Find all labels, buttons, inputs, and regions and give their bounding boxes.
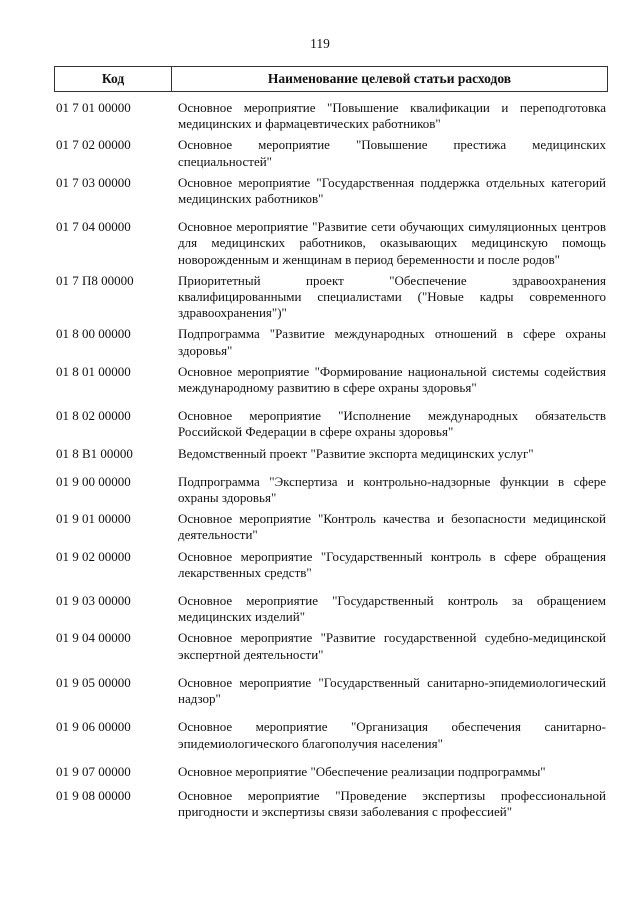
row-code: 01 9 05 00000 <box>56 674 131 690</box>
row-name: Основное мероприятие "Государственный контроль в сфере обращения лекарственных средств" <box>178 548 606 580</box>
row-name: Основное мероприятие "Повышение квалификации и переподготовка медицинских и фармацевтических работников" <box>178 100 606 132</box>
header-code: Код <box>55 67 172 91</box>
table-row <box>54 326 608 358</box>
row-name: Основное мероприятие "Развитие сети обучающих симуляционных центров для медицинских работников, оказывающих медицинскую помощь новорожденным и женщинам в период беременности и после родов" <box>178 219 606 267</box>
table-row <box>54 593 608 625</box>
row-code: 01 7 02 00000 <box>56 137 131 153</box>
row-code: 01 9 00 00000 <box>56 473 131 489</box>
row-code: 01 8 02 00000 <box>56 408 131 424</box>
table-row <box>54 175 608 207</box>
row-name: Основное мероприятие "Повышение престижа медицинских специальностей" <box>178 137 606 169</box>
row-code: 01 8 00 00000 <box>56 326 131 342</box>
row-code: 01 9 04 00000 <box>56 630 131 646</box>
row-code: 01 7 01 00000 <box>56 100 131 115</box>
row-code: 01 9 02 00000 <box>56 548 131 564</box>
row-name: Подпрограмма "Экспертиза и контрольно-надзорные функции в сфере охраны здоровья" <box>178 473 606 506</box>
table-row <box>54 764 608 780</box>
page-number: 119 <box>310 36 330 51</box>
row-code: 01 8 01 00000 <box>56 363 131 379</box>
header-name: Наименование целевой статьи расходов <box>267 71 512 86</box>
row-name: Основное мероприятие "Организация обеспечения санитарно-эпидемиологического благополучия населения" <box>178 719 606 751</box>
table-row <box>54 446 608 462</box>
table-row <box>54 719 608 751</box>
row-code: 01 9 06 00000 <box>56 719 131 735</box>
table-row <box>54 511 608 543</box>
table-row <box>54 273 608 322</box>
table-row <box>54 137 608 169</box>
table-row <box>54 474 608 506</box>
row-code: 01 7 П8 00000 <box>56 272 134 288</box>
row-name: Основное мероприятие "Исполнение международных обязательств Российской Федерации в сфере охраны здоровья" <box>178 408 606 440</box>
row-name: Основное мероприятие "Формирование национальной системы содействия международному развитию в сфере охраны здоровья" <box>178 363 606 396</box>
row-code: 01 7 04 00000 <box>56 219 131 235</box>
row-name: Основное мероприятие "Проведение экспертизы профессиональной пригодности и экспертизы связи заболевания с профессией" <box>178 787 606 820</box>
row-code: 01 7 03 00000 <box>56 174 131 190</box>
row-code: 01 9 01 00000 <box>56 511 131 527</box>
row-name: Подпрограмма "Развитие международных отношений в сфере охраны здоровья" <box>178 326 606 358</box>
row-name: Основное мероприятие "Обеспечение реализации подпрограммы" <box>178 763 546 779</box>
row-code: 01 8 В1 00000 <box>56 445 133 461</box>
row-name: Ведомственный проект "Развитие экспорта медицинских услуг" <box>178 445 534 461</box>
row-name: Основное мероприятие "Государственный контроль за обращением медицинских изделий" <box>178 593 606 625</box>
row-code: 01 9 07 00000 <box>56 763 131 779</box>
table-row <box>54 219 608 268</box>
table-row <box>54 100 608 132</box>
row-code: 01 9 03 00000 <box>56 593 131 609</box>
row-name: Основное мероприятие "Государственный санитарно-эпидемиологический надзор" <box>178 674 606 707</box>
budget-items-table <box>54 66 608 820</box>
row-name: Основное мероприятие "Контроль качества и безопасности медицинской деятельности" <box>178 511 606 543</box>
row-name: Основное мероприятие "Государственная поддержка отдельных категорий медицинских работников" <box>178 174 606 207</box>
table-row <box>54 675 608 707</box>
row-name: Основное мероприятие "Развитие государственной судебно-медицинской экспертной деятельности" <box>178 630 606 662</box>
table-row <box>54 408 608 440</box>
row-name: Приоритетный проект "Обеспечение здравоохранения квалифицированными специалистами ("Новые кадры современного здравоохранения")" <box>178 272 606 321</box>
table-row <box>54 364 608 396</box>
table-row <box>54 549 608 581</box>
table-header <box>54 66 608 92</box>
table-row <box>54 630 608 662</box>
table-row <box>54 788 608 820</box>
row-code: 01 9 08 00000 <box>56 787 131 803</box>
